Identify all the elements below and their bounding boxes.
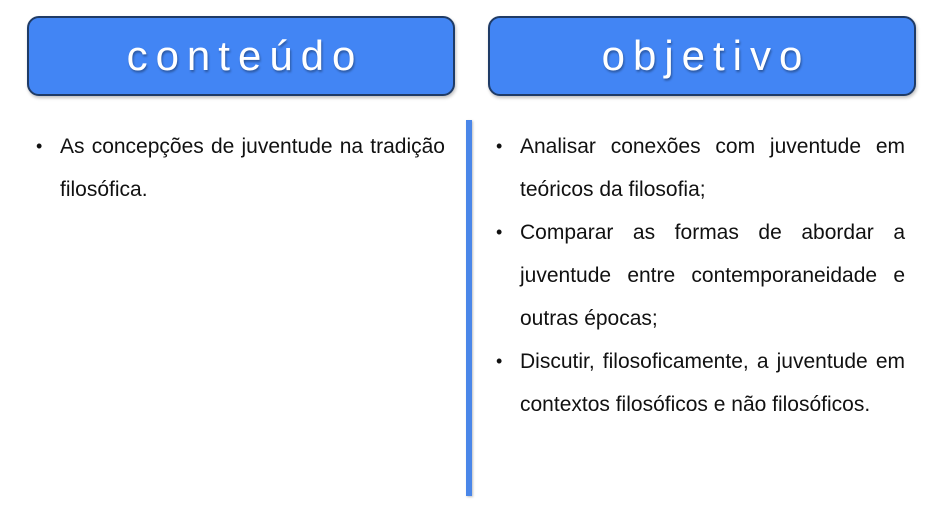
objetivo-list-item	[494, 211, 905, 340]
column-divider	[466, 120, 472, 496]
objetivo-title: objetivo	[601, 32, 811, 79]
bullet-icon: •	[496, 351, 503, 371]
objetivo-list-item	[494, 340, 905, 426]
objetivo-item-text: Discutir, filosoficamente, a juventude em contextos filosóficos e não filosóficos.	[520, 350, 905, 416]
bullet-icon: •	[36, 136, 43, 156]
objetivo-header	[488, 16, 916, 96]
conteudo-item-text: As concepções de juventude na tradição filosófica.	[60, 135, 445, 201]
bullet-icon: •	[496, 136, 503, 156]
objetivo-list-item	[494, 125, 905, 211]
objetivo-list	[494, 125, 905, 426]
objetivo-item-text: Comparar as formas de abordar a juventude entre contemporaneidade e outras épocas;	[520, 221, 905, 330]
conteudo-list-item	[34, 125, 445, 211]
objetivo-item-text: Analisar conexões com juventude em teóricos da filosofia;	[520, 135, 905, 201]
conteudo-title: conteúdo	[126, 32, 364, 79]
conteudo-header	[27, 16, 455, 96]
conteudo-list	[34, 125, 445, 211]
bullet-icon: •	[496, 222, 503, 242]
